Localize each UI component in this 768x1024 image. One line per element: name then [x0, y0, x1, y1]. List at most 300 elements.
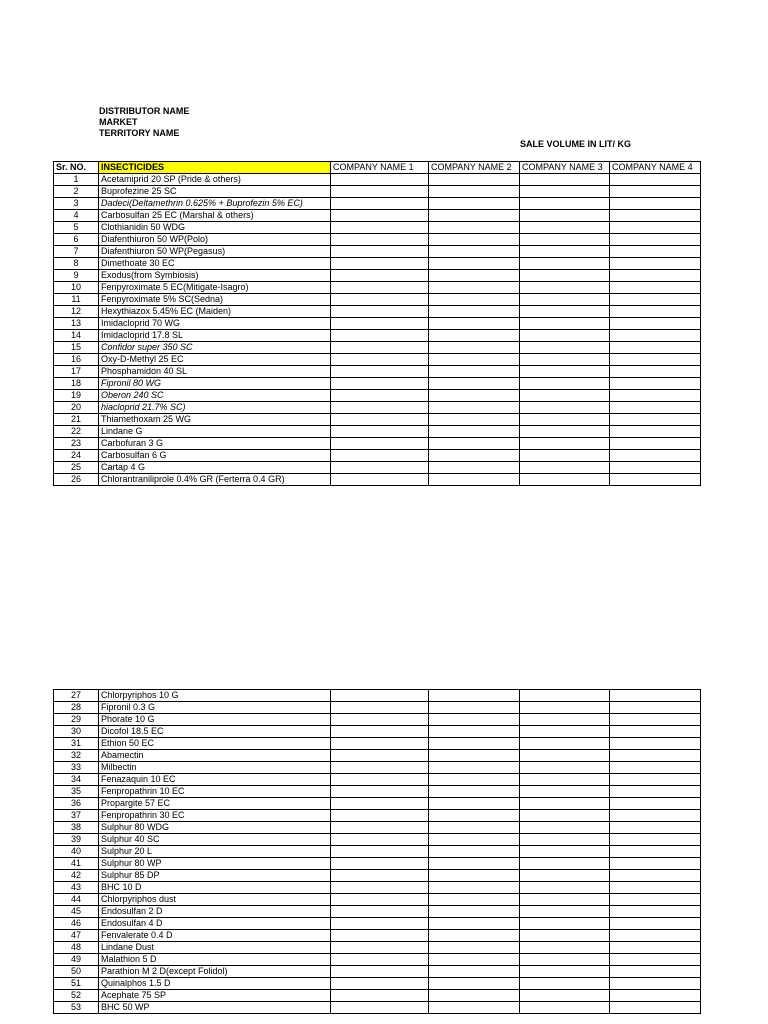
company-3-volume-cell[interactable] — [520, 906, 610, 918]
table-row — [54, 870, 701, 882]
company-1-volume-cell[interactable] — [331, 726, 429, 738]
company-1-volume-cell[interactable] — [331, 918, 429, 930]
company-1-volume-cell[interactable] — [331, 762, 429, 774]
company-1-volume-cell[interactable] — [331, 294, 429, 306]
sr-no-cell: 1 — [54, 174, 99, 186]
company-1-volume-cell[interactable] — [331, 930, 429, 942]
table-row — [54, 234, 701, 246]
market-label: MARKET — [99, 117, 138, 127]
company-4-header: COMPANY NAME 4 — [610, 162, 701, 174]
company-3-volume-cell[interactable] — [520, 222, 610, 234]
sr-no-cell: 34 — [54, 774, 99, 786]
company-2-volume-cell[interactable] — [429, 714, 520, 726]
company-1-volume-cell[interactable] — [331, 870, 429, 882]
company-3-volume-cell[interactable] — [520, 810, 610, 822]
company-4-volume-cell[interactable] — [610, 210, 701, 222]
company-1-volume-cell[interactable] — [331, 270, 429, 282]
company-4-volume-cell[interactable] — [610, 810, 701, 822]
sr-no-cell: 38 — [54, 822, 99, 834]
company-3-volume-cell[interactable] — [520, 942, 610, 954]
company-3-volume-cell[interactable] — [520, 210, 610, 222]
company-3-volume-cell[interactable] — [520, 834, 610, 846]
company-4-volume-cell[interactable] — [610, 294, 701, 306]
company-4-volume-cell[interactable] — [610, 858, 701, 870]
sr-no-cell: 19 — [54, 390, 99, 402]
table-row — [54, 306, 701, 318]
company-4-volume-cell[interactable] — [610, 918, 701, 930]
company-3-volume-cell[interactable] — [520, 438, 610, 450]
company-1-volume-cell[interactable] — [331, 462, 429, 474]
table-row — [54, 858, 701, 870]
table-row — [54, 834, 701, 846]
company-2-volume-cell[interactable] — [429, 930, 520, 942]
company-2-volume-cell[interactable] — [429, 342, 520, 354]
company-3-volume-cell[interactable] — [520, 918, 610, 930]
table-row — [54, 990, 701, 1002]
company-1-volume-cell[interactable] — [331, 954, 429, 966]
product-name-cell: Fenpropathrin 30 EC — [99, 810, 331, 822]
table-row — [54, 330, 701, 342]
company-1-volume-cell[interactable] — [331, 990, 429, 1002]
sr-no-cell: 12 — [54, 306, 99, 318]
company-4-volume-cell[interactable] — [610, 366, 701, 378]
company-1-volume-cell[interactable] — [331, 834, 429, 846]
sr-no-cell: 53 — [54, 1002, 99, 1014]
sr-no-cell: 31 — [54, 738, 99, 750]
company-2-volume-cell[interactable] — [429, 894, 520, 906]
company-4-volume-cell[interactable] — [610, 474, 701, 486]
table-row — [54, 438, 701, 450]
company-2-volume-cell[interactable] — [429, 798, 520, 810]
company-4-volume-cell[interactable] — [610, 726, 701, 738]
company-3-volume-cell[interactable] — [520, 702, 610, 714]
sr-no-cell: 51 — [54, 978, 99, 990]
company-2-volume-cell[interactable] — [429, 234, 520, 246]
company-2-volume-cell[interactable] — [429, 870, 520, 882]
company-3-volume-cell[interactable] — [520, 258, 610, 270]
sr-no-cell: 20 — [54, 402, 99, 414]
company-2-volume-cell[interactable] — [429, 294, 520, 306]
company-3-volume-cell[interactable] — [520, 426, 610, 438]
company-4-volume-cell[interactable] — [610, 834, 701, 846]
sr-no-cell: 35 — [54, 786, 99, 798]
company-3-volume-cell[interactable] — [520, 894, 610, 906]
company-4-volume-cell[interactable] — [610, 450, 701, 462]
company-4-volume-cell[interactable] — [610, 894, 701, 906]
company-1-volume-cell[interactable] — [331, 738, 429, 750]
table-row — [54, 714, 701, 726]
product-name-cell: Chlorantraniliprole 0.4% GR (Ferterra 0.4 GR) — [99, 474, 331, 486]
company-3-volume-cell[interactable] — [520, 402, 610, 414]
table-row — [54, 738, 701, 750]
company-3-volume-cell[interactable] — [520, 474, 610, 486]
company-1-volume-cell[interactable] — [331, 846, 429, 858]
company-4-volume-cell[interactable] — [610, 738, 701, 750]
product-name-cell: Dimethoate 30 EC — [99, 258, 331, 270]
company-1-volume-cell[interactable] — [331, 798, 429, 810]
company-1-volume-cell[interactable] — [331, 810, 429, 822]
company-3-volume-cell[interactable] — [520, 450, 610, 462]
company-4-volume-cell[interactable] — [610, 234, 701, 246]
company-2-volume-cell[interactable] — [429, 330, 520, 342]
company-2-volume-cell[interactable] — [429, 810, 520, 822]
sr-no-cell: 16 — [54, 354, 99, 366]
company-2-volume-cell[interactable] — [429, 1002, 520, 1014]
company-2-volume-cell[interactable] — [429, 366, 520, 378]
company-2-volume-cell[interactable] — [429, 942, 520, 954]
company-3-volume-cell[interactable] — [520, 750, 610, 762]
company-4-volume-cell[interactable] — [610, 942, 701, 954]
company-4-volume-cell[interactable] — [610, 882, 701, 894]
company-1-volume-cell[interactable] — [331, 702, 429, 714]
company-1-volume-cell[interactable] — [331, 342, 429, 354]
sr-no-cell: 18 — [54, 378, 99, 390]
company-3-volume-cell[interactable] — [520, 342, 610, 354]
company-4-volume-cell[interactable] — [610, 378, 701, 390]
company-3-volume-cell[interactable] — [520, 738, 610, 750]
sr-no-cell: 22 — [54, 426, 99, 438]
company-2-volume-cell[interactable] — [429, 354, 520, 366]
company-4-volume-cell[interactable] — [610, 174, 701, 186]
company-4-volume-cell[interactable] — [610, 342, 701, 354]
company-1-volume-cell[interactable] — [331, 198, 429, 210]
company-4-volume-cell[interactable] — [610, 330, 701, 342]
company-4-volume-cell[interactable] — [610, 798, 701, 810]
product-name-cell: Dadeci(Deltamethrin 0.625% + Buprofezin 5% EC) — [99, 198, 331, 210]
sr-no-cell: 24 — [54, 450, 99, 462]
company-2-volume-cell[interactable] — [429, 786, 520, 798]
company-3-volume-cell[interactable] — [520, 174, 610, 186]
company-3-volume-cell[interactable] — [520, 858, 610, 870]
company-1-volume-cell[interactable] — [331, 306, 429, 318]
product-name-cell: Cartap 4 G — [99, 462, 331, 474]
company-3-volume-cell[interactable] — [520, 798, 610, 810]
company-2-volume-cell[interactable] — [429, 846, 520, 858]
table-row — [54, 690, 701, 702]
product-name-cell: Sulphur 80 WDG — [99, 822, 331, 834]
company-4-volume-cell[interactable] — [610, 390, 701, 402]
table-row — [54, 354, 701, 366]
company-2-volume-cell[interactable] — [429, 690, 520, 702]
product-name-cell: Ethion 50 EC — [99, 738, 331, 750]
company-3-volume-cell[interactable] — [520, 246, 610, 258]
company-3-volume-cell[interactable] — [520, 930, 610, 942]
company-1-volume-cell[interactable] — [331, 714, 429, 726]
company-1-volume-cell[interactable] — [331, 1002, 429, 1014]
company-3-volume-cell[interactable] — [520, 786, 610, 798]
sr-no-cell: 28 — [54, 702, 99, 714]
table-row — [54, 474, 701, 486]
company-4-volume-cell[interactable] — [610, 702, 701, 714]
company-4-volume-cell[interactable] — [610, 846, 701, 858]
company-1-volume-cell[interactable] — [331, 750, 429, 762]
company-3-volume-cell[interactable] — [520, 414, 610, 426]
product-name-cell: Fenpyroximate 5% SC(Sedna) — [99, 294, 331, 306]
product-name-cell: Milbectin — [99, 762, 331, 774]
company-1-volume-cell[interactable] — [331, 246, 429, 258]
company-2-volume-cell[interactable] — [429, 774, 520, 786]
company-3-volume-cell[interactable] — [520, 954, 610, 966]
company-2-volume-cell[interactable] — [429, 990, 520, 1002]
table-row — [54, 894, 701, 906]
company-3-volume-cell[interactable] — [520, 882, 610, 894]
company-3-volume-cell[interactable] — [520, 282, 610, 294]
sr-no-cell: 13 — [54, 318, 99, 330]
company-2-volume-cell[interactable] — [429, 390, 520, 402]
company-4-volume-cell[interactable] — [610, 978, 701, 990]
product-name-cell: Clothianidin 50 WDG — [99, 222, 331, 234]
company-4-volume-cell[interactable] — [610, 714, 701, 726]
product-name-cell: Diafenthiuron 50 WP(Polo) — [99, 234, 331, 246]
company-1-volume-cell[interactable] — [331, 786, 429, 798]
company-2-volume-cell[interactable] — [429, 906, 520, 918]
table-row — [54, 918, 701, 930]
company-2-volume-cell[interactable] — [429, 762, 520, 774]
company-1-header: COMPANY NAME 1 — [331, 162, 429, 174]
company-4-volume-cell[interactable] — [610, 930, 701, 942]
company-4-volume-cell[interactable] — [610, 954, 701, 966]
company-2-volume-cell[interactable] — [429, 858, 520, 870]
company-1-volume-cell[interactable] — [331, 906, 429, 918]
table-row — [54, 294, 701, 306]
company-3-volume-cell[interactable] — [520, 366, 610, 378]
company-3-volume-cell[interactable] — [520, 306, 610, 318]
company-3-volume-cell[interactable] — [520, 690, 610, 702]
company-2-volume-cell[interactable] — [429, 318, 520, 330]
product-name-cell: Thiamethoxam 25 WG — [99, 414, 331, 426]
insecticides-header: INSECTICIDES — [99, 162, 331, 174]
company-2-volume-cell[interactable] — [429, 282, 520, 294]
table-row — [54, 822, 701, 834]
company-2-volume-cell[interactable] — [429, 882, 520, 894]
company-3-volume-cell[interactable] — [520, 390, 610, 402]
company-2-volume-cell[interactable] — [429, 966, 520, 978]
company-4-volume-cell[interactable] — [610, 774, 701, 786]
company-1-volume-cell[interactable] — [331, 978, 429, 990]
company-2-volume-cell[interactable] — [429, 210, 520, 222]
company-4-volume-cell[interactable] — [610, 198, 701, 210]
company-1-volume-cell[interactable] — [331, 282, 429, 294]
sr-no-cell: 21 — [54, 414, 99, 426]
company-2-volume-cell[interactable] — [429, 702, 520, 714]
table-row — [54, 174, 701, 186]
table-row — [54, 726, 701, 738]
company-4-volume-cell[interactable] — [610, 414, 701, 426]
company-2-volume-cell[interactable] — [429, 306, 520, 318]
product-name-cell: Fenvalerate 0.4 D — [99, 930, 331, 942]
company-1-volume-cell[interactable] — [331, 966, 429, 978]
company-2-volume-cell[interactable] — [429, 834, 520, 846]
company-3-volume-cell[interactable] — [520, 198, 610, 210]
company-3-volume-cell[interactable] — [520, 846, 610, 858]
company-1-volume-cell[interactable] — [331, 354, 429, 366]
company-3-volume-cell[interactable] — [520, 726, 610, 738]
company-4-volume-cell[interactable] — [610, 990, 701, 1002]
company-3-volume-cell[interactable] — [520, 354, 610, 366]
company-3-volume-cell[interactable] — [520, 870, 610, 882]
company-1-volume-cell[interactable] — [331, 174, 429, 186]
company-4-volume-cell[interactable] — [610, 462, 701, 474]
product-name-cell: Endosulfan 4 D — [99, 918, 331, 930]
company-2-volume-cell[interactable] — [429, 378, 520, 390]
company-3-volume-cell[interactable] — [520, 990, 610, 1002]
company-2-volume-cell[interactable] — [429, 198, 520, 210]
company-1-volume-cell[interactable] — [331, 210, 429, 222]
company-3-volume-cell[interactable] — [520, 318, 610, 330]
company-2-volume-cell[interactable] — [429, 474, 520, 486]
sr-no-cell: 47 — [54, 930, 99, 942]
sr-no-cell: 26 — [54, 474, 99, 486]
company-1-volume-cell[interactable] — [331, 882, 429, 894]
company-3-volume-cell[interactable] — [520, 234, 610, 246]
company-3-volume-cell[interactable] — [520, 294, 610, 306]
company-1-volume-cell[interactable] — [331, 426, 429, 438]
company-2-volume-cell[interactable] — [429, 414, 520, 426]
company-4-volume-cell[interactable] — [610, 282, 701, 294]
sale-volume-label: SALE VOLUME IN LIT/ KG — [520, 139, 632, 149]
company-1-volume-cell[interactable] — [331, 378, 429, 390]
company-2-volume-cell[interactable] — [429, 462, 520, 474]
company-4-volume-cell[interactable] — [610, 966, 701, 978]
company-4-volume-cell[interactable] — [610, 318, 701, 330]
company-1-volume-cell[interactable] — [331, 402, 429, 414]
company-4-volume-cell[interactable] — [610, 690, 701, 702]
table-row — [54, 954, 701, 966]
company-2-volume-cell[interactable] — [429, 954, 520, 966]
company-1-volume-cell[interactable] — [331, 234, 429, 246]
product-name-cell: BHC 10 D — [99, 882, 331, 894]
company-2-header: COMPANY NAME 2 — [429, 162, 520, 174]
company-2-volume-cell[interactable] — [429, 918, 520, 930]
product-name-cell: Diafenthiuron 50 WP(Pegasus) — [99, 246, 331, 258]
product-name-cell: Acephate 75 SP — [99, 990, 331, 1002]
company-1-volume-cell[interactable] — [331, 258, 429, 270]
product-name-cell: Fipronil 0.3 G — [99, 702, 331, 714]
company-1-volume-cell[interactable] — [331, 858, 429, 870]
company-1-volume-cell[interactable] — [331, 414, 429, 426]
company-4-volume-cell[interactable] — [610, 906, 701, 918]
company-1-volume-cell[interactable] — [331, 222, 429, 234]
company-3-volume-cell[interactable] — [520, 186, 610, 198]
company-2-volume-cell[interactable] — [429, 822, 520, 834]
company-1-volume-cell[interactable] — [331, 318, 429, 330]
table-row — [54, 798, 701, 810]
company-3-volume-cell[interactable] — [520, 270, 610, 282]
company-3-volume-cell[interactable] — [520, 462, 610, 474]
company-3-volume-cell[interactable] — [520, 714, 610, 726]
company-4-volume-cell[interactable] — [610, 786, 701, 798]
product-name-cell: Lindane G — [99, 426, 331, 438]
product-name-cell: Carbosulfan 6 G — [99, 450, 331, 462]
company-1-volume-cell[interactable] — [331, 942, 429, 954]
company-1-volume-cell[interactable] — [331, 690, 429, 702]
table-row — [54, 210, 701, 222]
company-3-volume-cell[interactable] — [520, 822, 610, 834]
sr-no-cell: 36 — [54, 798, 99, 810]
company-4-volume-cell[interactable] — [610, 870, 701, 882]
product-name-cell: Fipronil 80 WG — [99, 378, 331, 390]
sr-no-cell: 45 — [54, 906, 99, 918]
company-2-volume-cell[interactable] — [429, 450, 520, 462]
company-4-volume-cell[interactable] — [610, 822, 701, 834]
sr-no-cell: 43 — [54, 882, 99, 894]
company-1-volume-cell[interactable] — [331, 774, 429, 786]
company-2-volume-cell[interactable] — [429, 750, 520, 762]
company-1-volume-cell[interactable] — [331, 390, 429, 402]
sr-no-cell: 7 — [54, 246, 99, 258]
company-3-volume-cell[interactable] — [520, 774, 610, 786]
company-4-volume-cell[interactable] — [610, 258, 701, 270]
company-4-volume-cell[interactable] — [610, 426, 701, 438]
company-1-volume-cell[interactable] — [331, 330, 429, 342]
company-4-volume-cell[interactable] — [610, 246, 701, 258]
company-3-volume-cell[interactable] — [520, 378, 610, 390]
company-3-volume-cell[interactable] — [520, 1002, 610, 1014]
company-2-volume-cell[interactable] — [429, 174, 520, 186]
company-2-volume-cell[interactable] — [429, 726, 520, 738]
company-2-volume-cell[interactable] — [429, 186, 520, 198]
company-4-volume-cell[interactable] — [610, 222, 701, 234]
table-row — [54, 930, 701, 942]
company-4-volume-cell[interactable] — [610, 438, 701, 450]
company-4-volume-cell[interactable] — [610, 354, 701, 366]
table-row — [54, 246, 701, 258]
company-1-volume-cell[interactable] — [331, 450, 429, 462]
table-row — [54, 846, 701, 858]
company-1-volume-cell[interactable] — [331, 894, 429, 906]
product-name-cell: Malathion 5 D — [99, 954, 331, 966]
product-name-cell: Fenpyroximate 5 EC(Mitigate-Isagro) — [99, 282, 331, 294]
sr-no-cell: 48 — [54, 942, 99, 954]
company-3-volume-cell[interactable] — [520, 330, 610, 342]
company-3-volume-cell[interactable] — [520, 762, 610, 774]
company-2-volume-cell[interactable] — [429, 978, 520, 990]
company-2-volume-cell[interactable] — [429, 246, 520, 258]
company-4-volume-cell[interactable] — [610, 306, 701, 318]
company-4-volume-cell[interactable] — [610, 1002, 701, 1014]
sr-no-cell: 8 — [54, 258, 99, 270]
company-2-volume-cell[interactable] — [429, 738, 520, 750]
company-1-volume-cell[interactable] — [331, 186, 429, 198]
sr-no-cell: 17 — [54, 366, 99, 378]
company-4-volume-cell[interactable] — [610, 186, 701, 198]
company-4-volume-cell[interactable] — [610, 402, 701, 414]
sr-no-header: Sr. NO. — [54, 162, 99, 174]
company-2-volume-cell[interactable] — [429, 270, 520, 282]
company-1-volume-cell[interactable] — [331, 366, 429, 378]
sr-no-cell: 30 — [54, 726, 99, 738]
company-2-volume-cell[interactable] — [429, 258, 520, 270]
company-1-volume-cell[interactable] — [331, 438, 429, 450]
table-row — [54, 966, 701, 978]
company-2-volume-cell[interactable] — [429, 222, 520, 234]
company-2-volume-cell[interactable] — [429, 426, 520, 438]
sr-no-cell: 40 — [54, 846, 99, 858]
table-row — [54, 906, 701, 918]
sr-no-cell: 44 — [54, 894, 99, 906]
company-4-volume-cell[interactable] — [610, 270, 701, 282]
sr-no-cell: 5 — [54, 222, 99, 234]
company-3-volume-cell[interactable] — [520, 978, 610, 990]
company-2-volume-cell[interactable] — [429, 438, 520, 450]
table-row — [54, 342, 701, 354]
company-4-volume-cell[interactable] — [610, 762, 701, 774]
company-2-volume-cell[interactable] — [429, 402, 520, 414]
company-4-volume-cell[interactable] — [610, 750, 701, 762]
company-1-volume-cell[interactable] — [331, 474, 429, 486]
company-3-volume-cell[interactable] — [520, 966, 610, 978]
company-1-volume-cell[interactable] — [331, 822, 429, 834]
